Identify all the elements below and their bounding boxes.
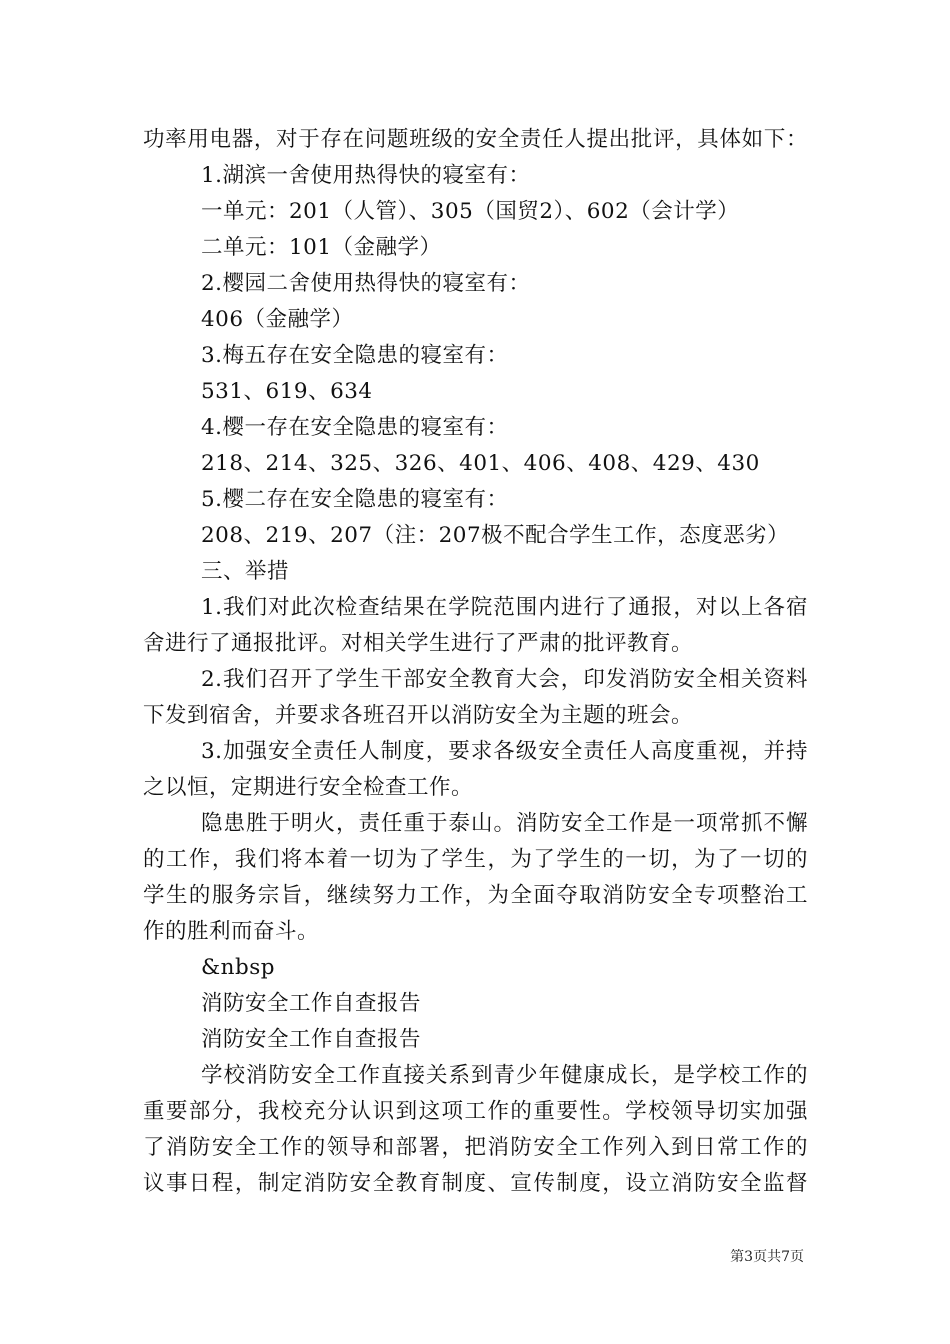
text-line-2: 1.湖滨一舍使用热得快的寝室有： [201, 163, 531, 188]
text-line-23: 作的胜利而奋斗。 [143, 919, 320, 944]
text-line-21: 的工作，我们将本着一切为了学生，为了学生的一切，为了一切的 [143, 847, 808, 872]
text-line-18: 3.加强安全责任人制度，要求各级安全责任人高度重视，并持 [201, 739, 808, 764]
text-line-27: 学校消防安全工作直接关系到青少年健康成长，是学校工作的 [201, 1063, 808, 1088]
text-line-10: 218、214、325、326、401、406、408、429、430 [201, 451, 760, 476]
text-line-5: 2.樱园二舍使用热得快的寝室有： [201, 271, 531, 296]
text-line-11: 5.樱二存在安全隐患的寝室有： [201, 487, 509, 512]
text-line-1: 功率用电器，对于存在问题班级的安全责任人提出批评，具体如下： [143, 127, 808, 152]
text-line-15: 舍进行了通报批评。对相关学生进行了严肃的批评教育。 [143, 631, 694, 656]
text-line-30: 议事日程，制定消防安全教育制度、宣传制度，设立消防安全监督 [143, 1171, 808, 1196]
text-line-7: 3.梅五存在安全隐患的寝室有： [201, 343, 509, 368]
text-line-28: 重要部分，我校充分认识到这项工作的重要性。学校领导切实加强 [143, 1099, 808, 1124]
text-line-9: 4.樱一存在安全隐患的寝室有： [201, 415, 509, 440]
text-line-24: &nbsp [201, 955, 276, 980]
text-line-4: 二单元：101（金融学） [201, 235, 442, 260]
text-line-14: 1.我们对此次检查结果在学院范围内进行了通报，对以上各宿 [201, 595, 808, 620]
text-line-3: 一单元：201（人管）、305（国贸2）、602（会计学） [201, 199, 740, 224]
text-line-12: 208、219、207（注：207极不配合学生工作，态度恶劣） [201, 523, 790, 548]
text-line-8: 531、619、634 [201, 379, 373, 404]
report-title-repeat: 消防安全工作自查报告 [201, 1027, 422, 1052]
section-heading: 三、举措 [201, 559, 290, 584]
text-line-17: 下发到宿舍，并要求各班召开以消防安全为主题的班会。 [143, 703, 694, 728]
document-body [143, 122, 808, 1202]
text-line-20: 隐患胜于明火，责任重于泰山。消防安全工作是一项常抓不懈 [201, 811, 808, 836]
text-line-16: 2.我们召开了学生干部安全教育大会，印发消防安全相关资料 [201, 667, 808, 692]
text-line-6: 406（金融学） [201, 307, 354, 332]
text-line-22: 学生的服务宗旨，继续努力工作，为全面夺取消防安全专项整治工 [143, 883, 808, 908]
report-title: 消防安全工作自查报告 [201, 991, 422, 1016]
text-line-19: 之以恒，定期进行安全检查工作。 [143, 775, 474, 800]
text-line-29: 了消防安全工作的领导和部署，把消防安全工作列入到日常工作的 [143, 1135, 808, 1160]
page-number-footer: 第3页共7页 [730, 1249, 804, 1265]
